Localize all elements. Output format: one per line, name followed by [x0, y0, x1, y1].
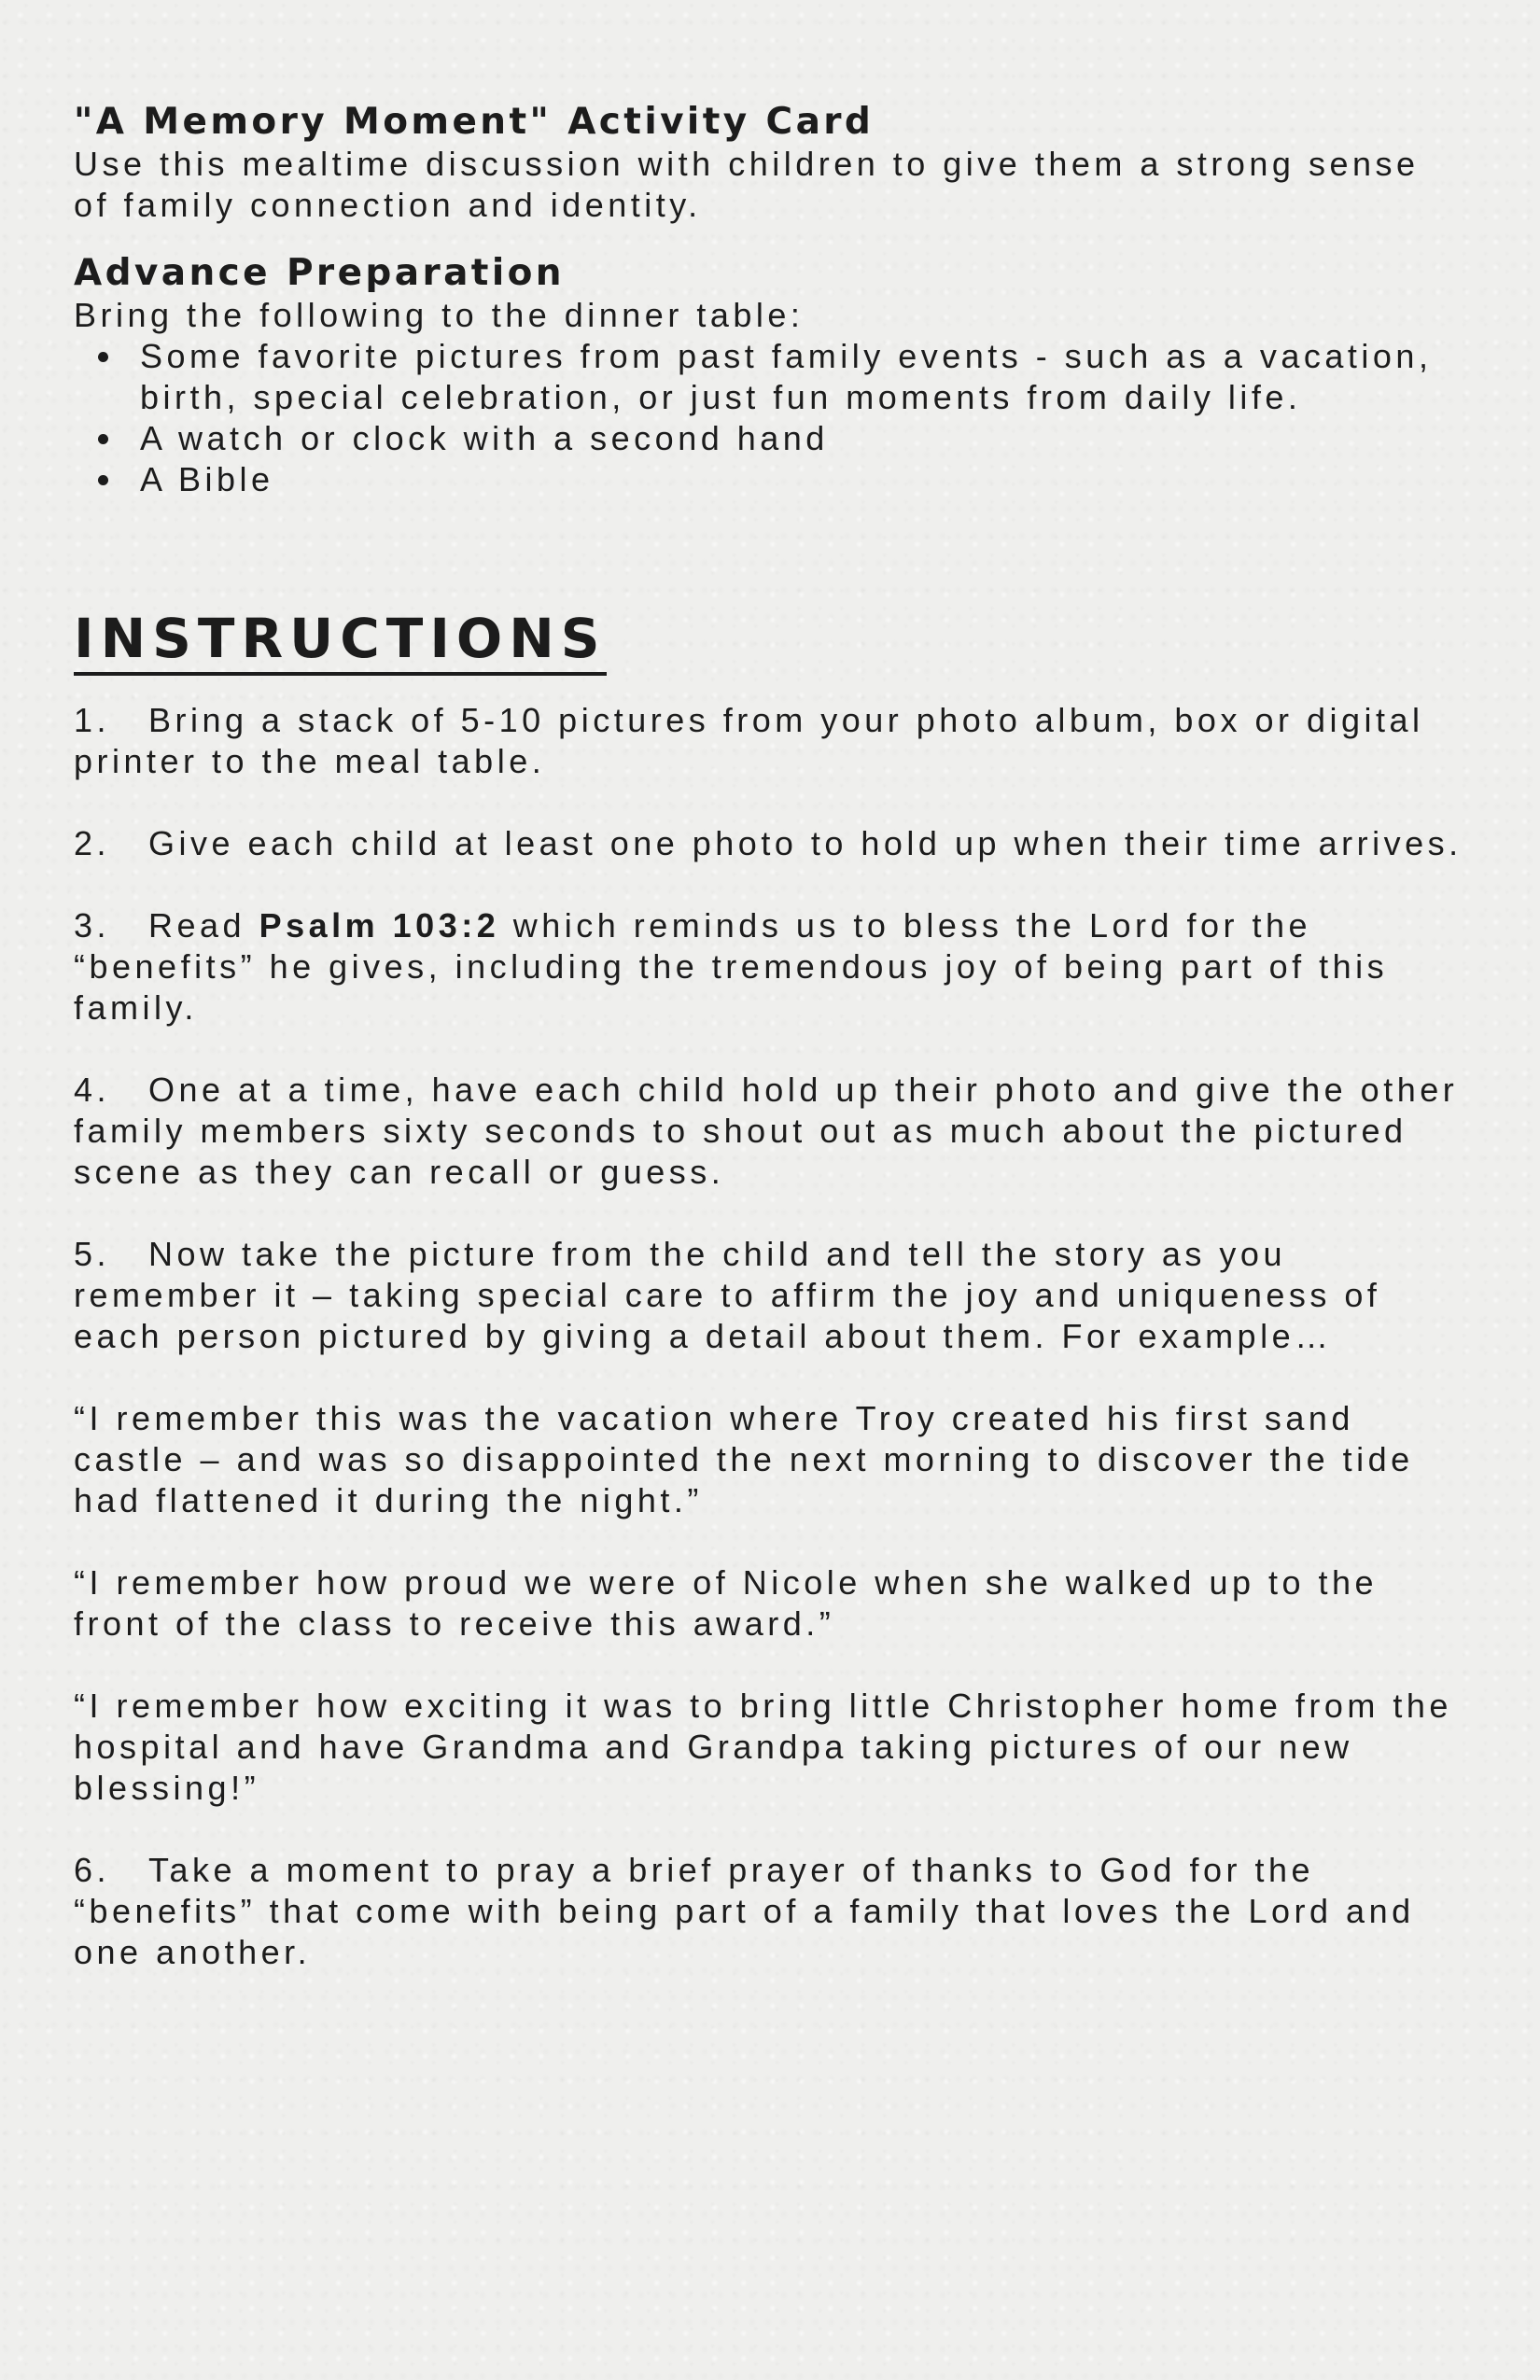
example-quote-3: “I remember how exciting it was to bring little Christopher home from the hospital and have Grandma and Grandpa taking pictures of our new blessing!” [74, 1687, 1452, 1807]
step-6 [74, 1850, 1464, 1973]
list-item [74, 418, 1464, 459]
instructions-steps [74, 700, 1464, 1973]
list-item [74, 336, 1464, 418]
step-text-lead: Read [148, 906, 259, 945]
list-item-text: Some favorite pictures from past family events - such as a vacation, birth, special celebration, or just fun moments from daily life. [140, 337, 1433, 416]
step-number: 1. [74, 701, 111, 739]
instructions-heading-wrap [74, 609, 1464, 676]
list-item-text: A watch or clock with a second hand [140, 419, 829, 457]
card-intro: Use this mealtime discussion with children to give them a strong sense of family connection and identity. [74, 145, 1420, 224]
bullet-icon [98, 352, 108, 362]
step-number: 4. [74, 1071, 111, 1109]
example-quote-2: “I remember how proud we were of Nicole when she walked up to the front of the class to receive this award.” [74, 1563, 1379, 1643]
step-number: 6. [74, 1851, 111, 1889]
step-3 [74, 905, 1464, 1029]
step-text: Now take the picture from the child and tell the story as you remember it – taking special care to affirm the joy and uniqueness of each person pictured by giving a detail about them. For example… [74, 1235, 1381, 1355]
step-number: 5. [74, 1235, 111, 1273]
preparation-list [74, 336, 1464, 500]
step-2 [74, 823, 1464, 864]
step-text: which reminds us to bless the Lord for the “benefits” he gives, including the tremendous joy of being part of this family. [74, 906, 1389, 1027]
bullet-icon [98, 434, 108, 444]
card-title: "A Memory Moment" Activity Card [74, 101, 875, 143]
step-text: Bring a stack of 5-10 pictures from your photo album, box or digital printer to the meal table. [74, 701, 1424, 780]
step-number: 2. [74, 824, 111, 862]
bullet-icon [98, 475, 108, 485]
step-5 [74, 1234, 1464, 1357]
preparation-lead: Bring the following to the dinner table: [74, 296, 805, 334]
list-item-text: A Bible [140, 460, 274, 498]
scripture-reference: Psalm 103:2 [259, 906, 500, 945]
step-1 [74, 700, 1464, 782]
list-item [74, 459, 1464, 500]
preparation-heading: Advance Preparation [74, 252, 565, 294]
activity-card [74, 101, 1464, 2014]
example-quote-1: “I remember this was the vacation where Troy created his first sand castle – and was so disappointed the next morning to discover the tide had flattened it during the night.” [74, 1399, 1414, 1519]
instructions-heading: INSTRUCTIONS [74, 609, 607, 676]
step-number: 3. [74, 906, 111, 945]
step-text: Give each child at least one photo to hold up when their time arrives. [148, 824, 1463, 862]
step-text: One at a time, have each child hold up their photo and give the other family members sixty seconds to shout out as much about the pictured scene as they can recall or guess. [74, 1071, 1459, 1191]
step-text: Take a moment to pray a brief prayer of thanks to God for the “benefits” that come with being part of a family that loves the Lord and one another. [74, 1851, 1415, 1971]
step-4 [74, 1070, 1464, 1193]
